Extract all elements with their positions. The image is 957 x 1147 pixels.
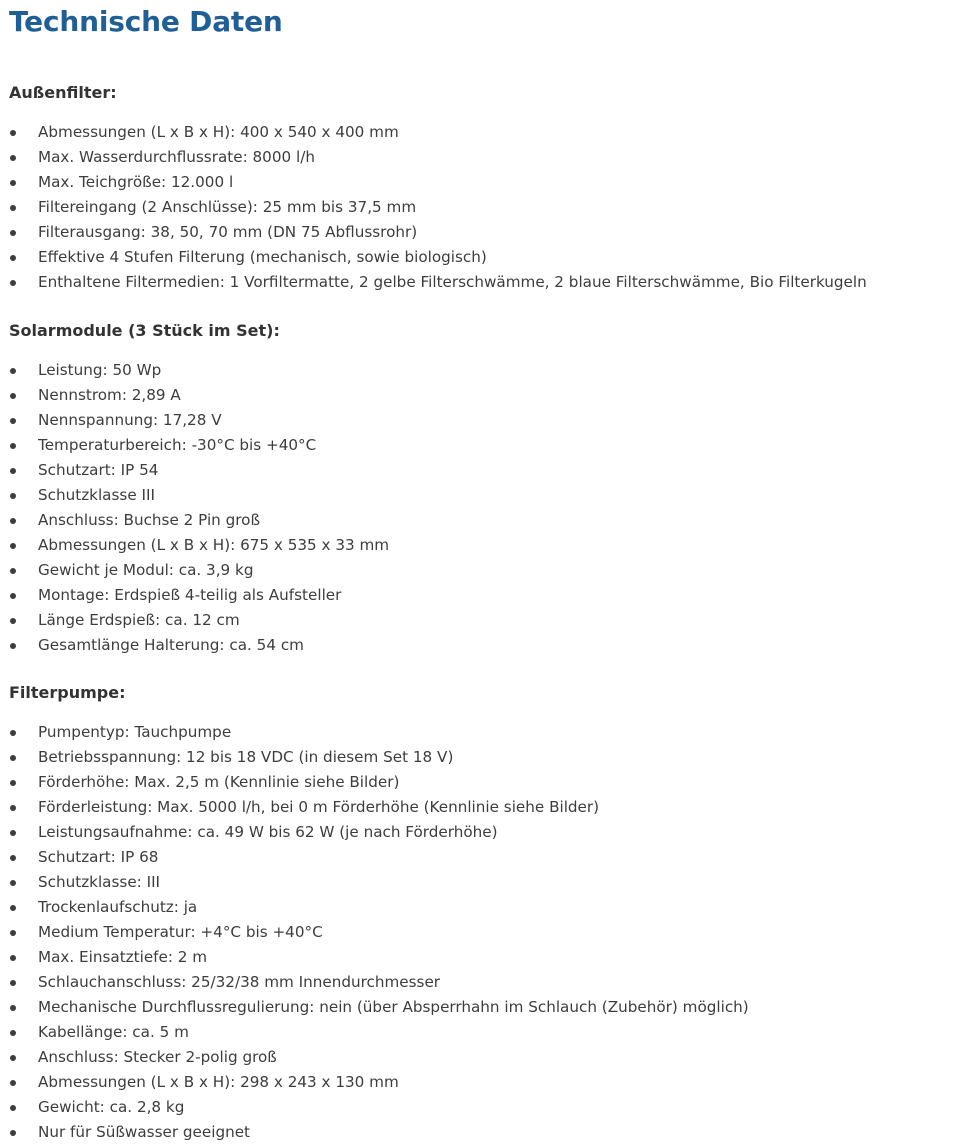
- list-item: Gewicht je Modul: ca. 3,9 kg: [9, 558, 389, 583]
- section-heading: Filterpumpe:: [9, 683, 126, 702]
- list-item: Filterausgang: 38, 50, 70 mm (DN 75 Abflussrohr): [9, 220, 867, 245]
- list-item: Leistung: 50 Wp: [9, 358, 389, 383]
- section-heading: Solarmodule (3 Stück im Set):: [9, 321, 280, 340]
- list-item: Max. Teichgröße: 12.000 l: [9, 170, 867, 195]
- list-item: Abmessungen (L x B x H): 675 x 535 x 33 mm: [9, 533, 389, 558]
- list-item: Medium Temperatur: +4°C bis +40°C: [9, 920, 749, 945]
- list-item: Abmessungen (L x B x H): 298 x 243 x 130 mm: [9, 1070, 749, 1095]
- list-item: Anschluss: Stecker 2-polig groß: [9, 1045, 749, 1070]
- list-item: Länge Erdspieß: ca. 12 cm: [9, 608, 389, 633]
- list-item: Pumpentyp: Tauchpumpe: [9, 720, 749, 745]
- list-item: Gesamtlänge Halterung: ca. 54 cm: [9, 633, 389, 658]
- list-item: Betriebsspannung: 12 bis 18 VDC (in diesem Set 18 V): [9, 745, 749, 770]
- list-item: Max. Einsatztiefe: 2 m: [9, 945, 749, 970]
- list-item: Abmessungen (L x B x H): 400 x 540 x 400 mm: [9, 120, 867, 145]
- list-item: Förderleistung: Max. 5000 l/h, bei 0 m Förderhöhe (Kennlinie siehe Bilder): [9, 795, 749, 820]
- list-item: Montage: Erdspieß 4-teilig als Aufsteller: [9, 583, 389, 608]
- spec-list: [9, 720, 749, 1145]
- list-item: Leistungsaufnahme: ca. 49 W bis 62 W (je nach Förderhöhe): [9, 820, 749, 845]
- spec-list: [9, 358, 389, 658]
- list-item: Max. Wasserdurchflussrate: 8000 l/h: [9, 145, 867, 170]
- list-item: Nennstrom: 2,89 A: [9, 383, 389, 408]
- list-item: Schutzklasse: III: [9, 870, 749, 895]
- list-item: Nennspannung: 17,28 V: [9, 408, 389, 433]
- list-item: Filtereingang (2 Anschlüsse): 25 mm bis 37,5 mm: [9, 195, 867, 220]
- list-item: Kabellänge: ca. 5 m: [9, 1020, 749, 1045]
- section-filterpumpe: [9, 682, 749, 1145]
- section-aussenfilter: [9, 82, 867, 295]
- list-item: Nur für Süßwasser geeignet: [9, 1120, 749, 1145]
- list-item: Gewicht: ca. 2,8 kg: [9, 1095, 749, 1120]
- list-item: Trockenlaufschutz: ja: [9, 895, 749, 920]
- page-title: Technische Daten: [9, 5, 283, 38]
- list-item: Temperaturbereich: -30°C bis +40°C: [9, 433, 389, 458]
- spec-list: [9, 120, 867, 295]
- section-solarmodule: [9, 320, 389, 658]
- list-item: Mechanische Durchflussregulierung: nein (über Absperrhahn im Schlauch (Zubehör) möglich): [9, 995, 749, 1020]
- list-item: Effektive 4 Stufen Filterung (mechanisch, sowie biologisch): [9, 245, 867, 270]
- list-item: Schutzart: IP 68: [9, 845, 749, 870]
- list-item: Förderhöhe: Max. 2,5 m (Kennlinie siehe Bilder): [9, 770, 749, 795]
- list-item: Anschluss: Buchse 2 Pin groß: [9, 508, 389, 533]
- list-item: Enthaltene Filtermedien: 1 Vorfiltermatte, 2 gelbe Filterschwämme, 2 blaue Filterschwämme, Bio Filterkugeln: [9, 270, 867, 295]
- list-item: Schlauchanschluss: 25/32/38 mm Innendurchmesser: [9, 970, 749, 995]
- list-item: Schutzklasse III: [9, 483, 389, 508]
- list-item: Schutzart: IP 54: [9, 458, 389, 483]
- section-heading: Außenfilter:: [9, 83, 117, 102]
